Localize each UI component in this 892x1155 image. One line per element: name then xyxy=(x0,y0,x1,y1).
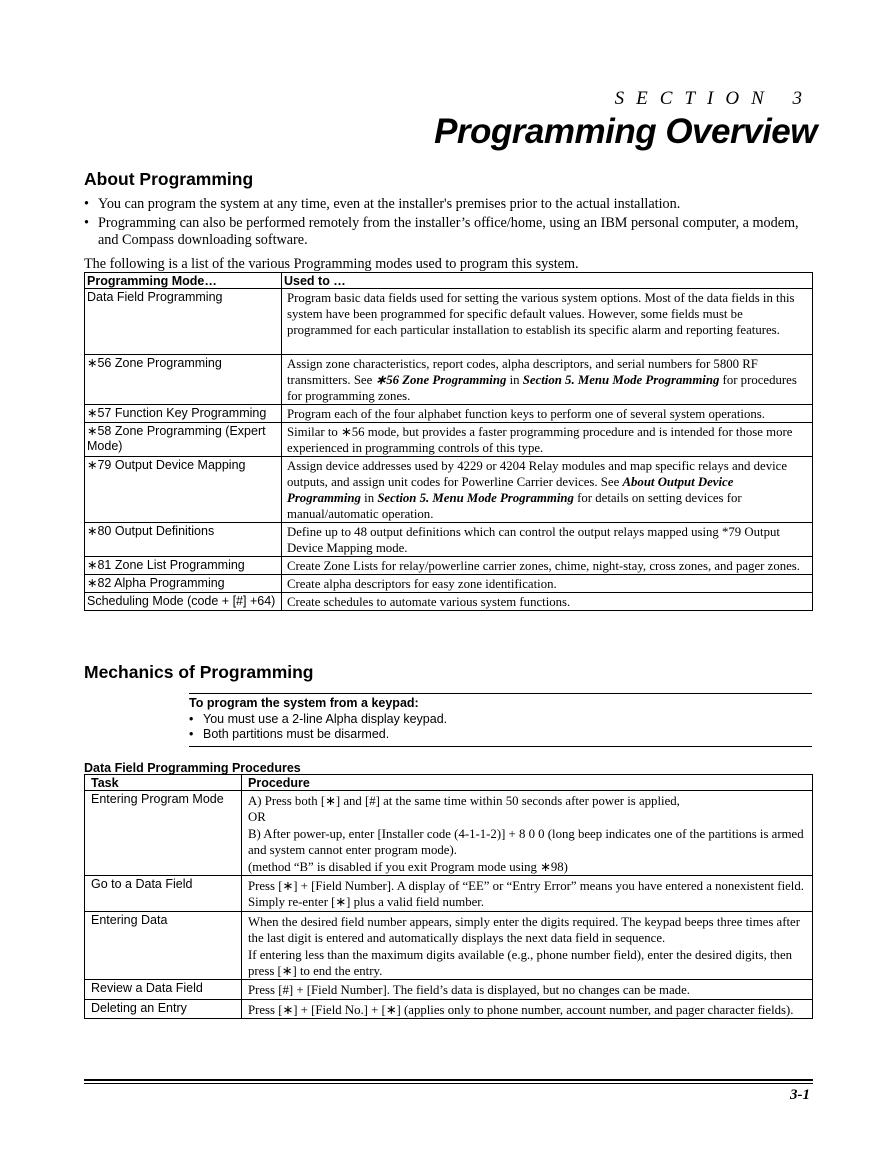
procedure-cell: Press [∗] + [Field Number]. A display of “EE” or “Entry Error” means you have entered a nonexistent field. Simply re-enter [∗] plus a valid field number. xyxy=(242,876,813,912)
keypad-requirement-item: • You must use a 2-line Alpha display keypad. xyxy=(189,711,448,726)
mode-cell: Data Field Programming xyxy=(85,289,282,355)
column-header-use: Used to … xyxy=(282,273,813,289)
mode-cell: ∗57 Function Key Programming xyxy=(85,405,282,423)
use-cell: Define up to 48 output definitions which can control the output relays mapped using *79 Output Device Mapping mode. xyxy=(282,523,813,557)
keypad-requirement-item: • Both partitions must be disarmed. xyxy=(189,727,390,741)
table-row xyxy=(85,575,813,593)
table-row xyxy=(85,980,813,999)
procedure-cell: Press [∗] + [Field No.] + [∗] (applies only to phone number, account number, and pager character fields). xyxy=(242,999,813,1018)
procedure-cell: A) Press both [∗] and [#] at the same time within 50 seconds after power is applied, OR B) After power-up, enter [Installer code (4-1-1-2)] + 8 0 0 (long beep indicates one of the partitions is armed and system cannot enter program mode). (method “B” is disabled if you exit Program mode using ∗98) xyxy=(242,791,813,876)
table-header-row xyxy=(85,273,813,289)
modes-intro-text: The following is a list of the various Programming modes used to program this system. xyxy=(84,256,579,272)
mode-cell: ∗58 Zone Programming (Expert Mode) xyxy=(85,423,282,457)
use-cell: Similar to ∗56 mode, but provides a faster programming procedure and is intended for those more experienced in programming controls of this type. xyxy=(282,423,813,457)
table-row xyxy=(85,405,813,423)
keypad-box-title: To program the system from a keypad: xyxy=(189,696,419,710)
use-cell: Create alpha descriptors for easy zone identification. xyxy=(282,575,813,593)
procedure-cell: When the desired field number appears, simply enter the digits required. The keypad beeps three times after the last digit is entered and automatically displays the next data field in sequence. If entering less than the maximum digits available (e.g., phone number field), enter the desired digits, then press [∗] to end the entry. xyxy=(242,911,813,980)
use-cell: Create Zone Lists for relay/powerline carrier zones, chime, night-stay, cross zones, and pager zones. xyxy=(282,557,813,575)
mode-cell: Scheduling Mode (code + [#] +64) xyxy=(85,593,282,611)
mechanics-heading: Mechanics of Programming xyxy=(84,662,314,682)
table-row xyxy=(85,911,813,980)
table-row xyxy=(85,876,813,912)
about-programming-heading: About Programming xyxy=(84,169,254,189)
page-number: 3-1 xyxy=(790,1087,810,1103)
table-row xyxy=(85,289,813,355)
programming-modes-table xyxy=(84,272,813,611)
mode-cell: ∗81 Zone List Programming xyxy=(85,557,282,575)
table-row xyxy=(85,593,813,611)
table-row xyxy=(85,791,813,876)
column-header-procedure: Procedure xyxy=(242,775,813,791)
bullet-item: • Programming can also be performed remotely from the installer’s office/home, using an IBM personal computer, a modem, and Compass downloading software. xyxy=(84,215,799,248)
use-cell: Assign device addresses used by 4229 or 4204 Relay modules and map specific relays and device outputs, and assign unit codes for Powerline Carrier devices. See About Output Device Programming in Section 5. Menu Mode Programming for details on setting devices for manual/automatic operation. xyxy=(282,457,813,523)
mode-cell: ∗79 Output Device Mapping xyxy=(85,457,282,523)
table-row xyxy=(85,423,813,457)
procedure-cell: Press [#] + [Field Number]. The field’s data is displayed, but no changes can be made. xyxy=(242,980,813,999)
use-cell: Create schedules to automate various system functions. xyxy=(282,593,813,611)
page-title: Programming Overview xyxy=(434,112,817,151)
mode-cell: ∗56 Zone Programming xyxy=(85,355,282,405)
data-field-procedures-table xyxy=(84,774,813,1019)
footer-rule-thin xyxy=(84,1083,813,1084)
table-row xyxy=(85,457,813,523)
task-cell: Entering Data xyxy=(85,911,242,980)
task-cell: Entering Program Mode xyxy=(85,791,242,876)
table-header-row xyxy=(85,775,813,791)
table-row xyxy=(85,355,813,405)
table-row xyxy=(85,523,813,557)
table-row xyxy=(85,999,813,1018)
use-cell: Program each of the four alphabet function keys to perform one of several system operations. xyxy=(282,405,813,423)
table-row xyxy=(85,557,813,575)
mode-cell: ∗82 Alpha Programming xyxy=(85,575,282,593)
dfp-table-caption: Data Field Programming Procedures xyxy=(84,761,301,775)
use-cell: Assign zone characteristics, report codes, alpha descriptors, and serial numbers for 5800 RF transmitters. See ∗56 Zone Programming in Section 5. Menu Mode Programming for procedures for programming zones. xyxy=(282,355,813,405)
use-cell: Program basic data fields used for setting the various system options. Most of the data fields in this system have been programmed for specific default values. However, some fields must be programmed for each particular installation to establish its specific alarm and reporting features. xyxy=(282,289,813,355)
about-bullets xyxy=(84,196,814,251)
footer-rule xyxy=(84,1079,813,1081)
bullet-item: • You can program the system at any time, even at the installer's premises prior to the actual installation. xyxy=(84,196,681,212)
task-cell: Go to a Data Field xyxy=(85,876,242,912)
column-header-task: Task xyxy=(85,775,242,791)
column-header-mode: Programming Mode… xyxy=(85,273,282,289)
keypad-requirements-box xyxy=(189,693,812,747)
mode-cell: ∗80 Output Definitions xyxy=(85,523,282,557)
section-label: SECTION 3 xyxy=(614,88,814,109)
task-cell: Review a Data Field xyxy=(85,980,242,999)
task-cell: Deleting an Entry xyxy=(85,999,242,1018)
